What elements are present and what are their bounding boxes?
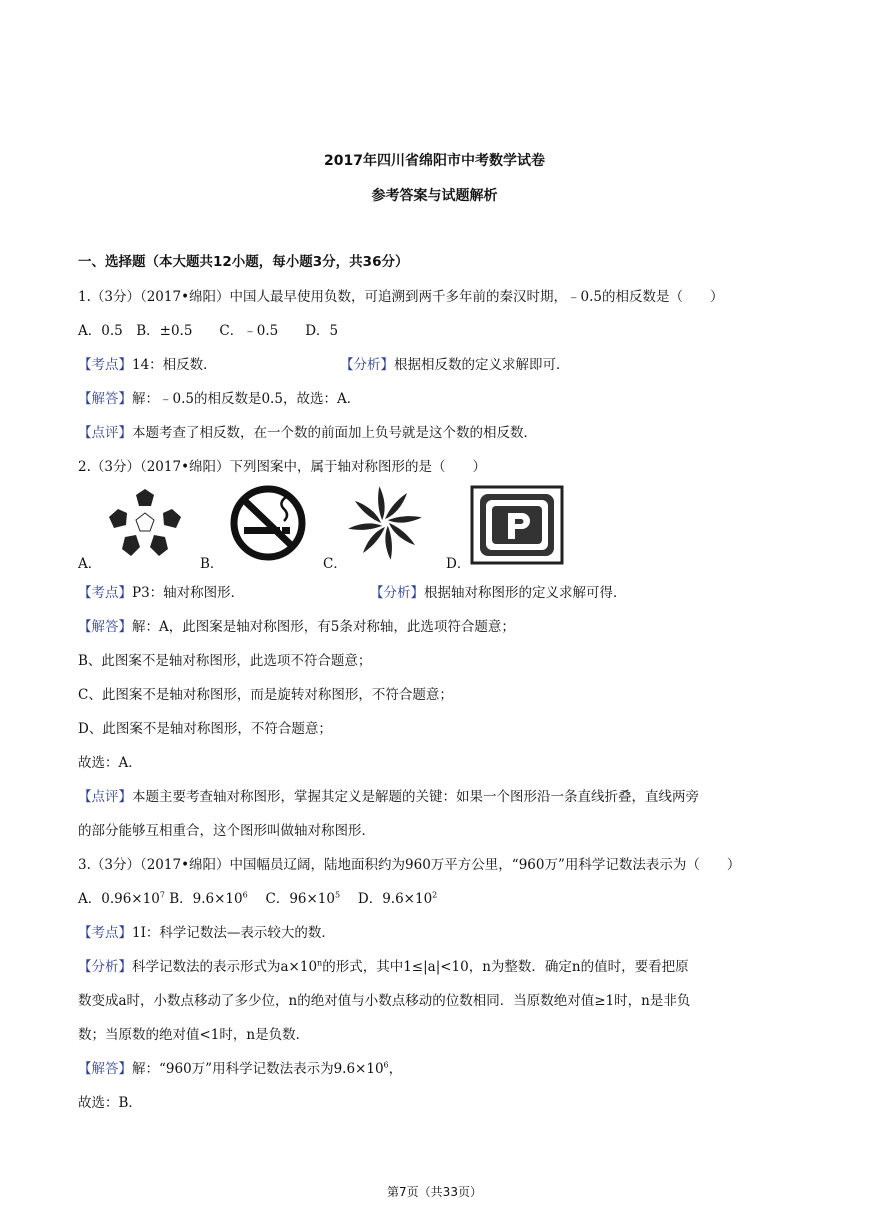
q2-choice: 故选：A．: [78, 755, 142, 771]
fenxi-text: 根据相反数的定义求解即可．: [394, 357, 570, 373]
jieda-tag: 【解答】: [78, 619, 132, 635]
option-b-label: B．: [200, 556, 224, 572]
dianping-tag: 【点评】: [78, 425, 132, 441]
q1-jieda: [78, 387, 360, 407]
no-smoking-sign-figure: [226, 483, 310, 563]
option-a-label: A．: [78, 556, 102, 572]
q2-kaodian: [78, 581, 244, 601]
q1-kaodian: [78, 353, 217, 373]
q2-jieda: [78, 615, 515, 635]
q2-line-c: C、此图案不是轴对称图形，而是旋转对称图形，不符合题意；: [78, 687, 453, 703]
pinwheel-figure: [345, 483, 425, 563]
q3-fenxi: 【分析】科学记数法的表示形式为$a\times 10^n$的形式，其中1≤|a|<10，n为整数．确定n的值时，要看把原: [78, 958, 689, 975]
fenxi-tag: 【分析】: [370, 585, 424, 601]
option-c-label: C．: [323, 556, 347, 572]
q1-fenxi: [340, 353, 570, 373]
q3-choice: 故选：B．: [78, 1095, 142, 1111]
kaodian-tag: 【考点】: [78, 925, 132, 941]
q1-stem: 1.（3分）（2017•绵阳）中国人最早使用负数，可追溯到两千多年前的秦汉时期，﹣0.5的相反数是（ ）: [78, 289, 724, 305]
q2-line-b: B、此图案不是轴对称图形，此选项不符合题意；: [78, 653, 372, 669]
fenxi-text: 根据轴对称图形的定义求解可得．: [424, 585, 627, 601]
jieda-tag: 【解答】: [78, 391, 132, 407]
q3-fenxi-cont-1: 数变成a时，小数点移动了多少位，n的绝对值与小数点移动的位数相同．当原数绝对值≥1时，n是非负: [78, 993, 691, 1009]
jieda-text: 解：A，此图案是轴对称图形，有5条对称轴，此选项符合题意；: [132, 619, 515, 635]
section-heading: 一、选择题（本大题共12小题，每小题3分，共36分）: [78, 254, 409, 270]
kaodian-text: P3：轴对称图形．: [132, 585, 245, 601]
dianping-text: 本题主要考查轴对称图形，掌握其定义是解题的关键：如果一个图形沿一条直线折叠，直线两旁: [132, 789, 699, 805]
page-number: 第7页（共33页）: [387, 1185, 482, 1199]
q2-stem: 2.（3分）（2017•绵阳）下列图案中，属于轴对称图形的是（ ）: [78, 459, 487, 475]
parking-sign-figure: [470, 485, 564, 565]
kaodian-tag: 【考点】: [78, 585, 132, 601]
q3-option-a: A．$0.96\times 10^7$: [78, 890, 165, 907]
option-d-label: D．: [446, 556, 471, 572]
dianping-tag: 【点评】: [78, 789, 132, 805]
fenxi-tag: 【分析】: [78, 959, 132, 975]
q2-fenxi: [370, 581, 627, 601]
q3-kaodian: [78, 921, 335, 941]
kaodian-tag: 【考点】: [78, 357, 132, 373]
q3-option-c: C．$96\times 10^5$: [265, 890, 341, 907]
dianping-text: 本题考查了相反数，在一个数的前面加上负号就是这个数的相反数．: [132, 425, 537, 441]
q1-options: A．0.5 B．±0.5 C．﹣0.5 D．5: [78, 323, 339, 339]
page-title: 2017年四川省绵阳市中考数学试卷: [324, 153, 545, 169]
q3-option-b: B．$9.6\times 10^6$: [169, 890, 248, 907]
q2-dianping-cont: 的部分能够互相重合，这个图形叫做轴对称图形．: [78, 823, 375, 839]
q1-dianping: [78, 421, 537, 441]
q2-dianping: [78, 785, 699, 805]
q3-fenxi-cont-2: 数；当原数的绝对值<1时，n是负数．: [78, 1027, 310, 1043]
kaodian-text: 1I：科学记数法—表示较大的数．: [132, 925, 335, 941]
jieda-tag: 【解答】: [78, 1061, 132, 1077]
kaodian-text: 14：相反数．: [132, 357, 217, 373]
page-subtitle: 参考答案与试题解析: [371, 188, 498, 204]
q3-stem: 3.（3分）（2017•绵阳）中国幅员辽阔，陆地面积约为960万平方公里，“960万”用科学记数法表示为（ ）: [78, 857, 741, 873]
jieda-text: 解：﹣0.5的相反数是0.5，故选：A．: [132, 391, 361, 407]
q3-options: [78, 887, 437, 907]
q3-jieda: 【解答】解：“960万”用科学记数法表示为$9.6\times 10^6$，: [78, 1060, 403, 1077]
fenxi-tag: 【分析】: [340, 357, 394, 373]
pentagon-flower-figure: [100, 483, 190, 563]
q2-line-d: D、此图案不是轴对称图形，不符合题意；: [78, 721, 332, 737]
q3-option-d: D．$9.6\times 10^2$: [357, 890, 438, 907]
